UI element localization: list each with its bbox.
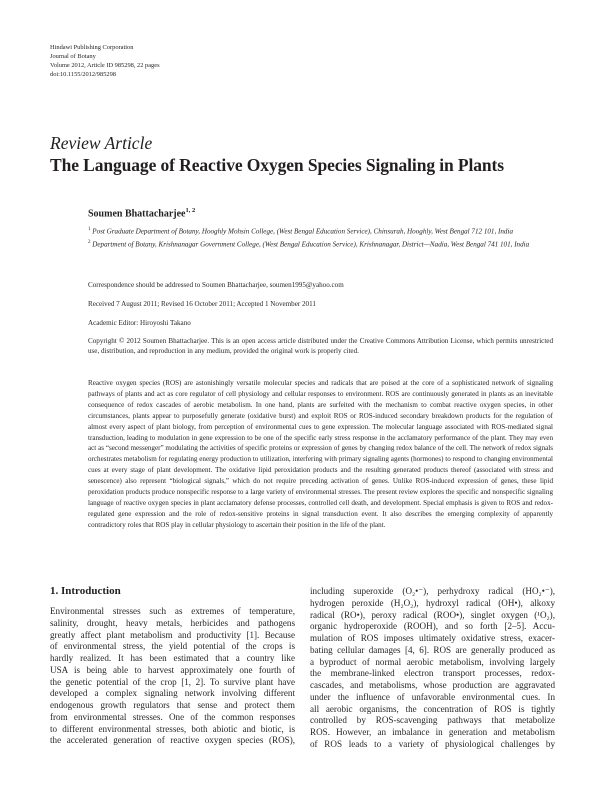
body-line: under the influence of unfavorable environmental cues. In (310, 691, 555, 702)
body-line: endogenous growth regulators that sense and protect them (50, 700, 295, 710)
body-column-left (50, 606, 295, 747)
article-title: The Language of Reactive Oxygen Species Signaling in Plants (50, 155, 504, 175)
body-line: hydrogen peroxide (H₂O₂), hydroxyl radical (OH•), alkoxy (310, 597, 555, 608)
body-line: greatly affect plant metabolism and productivity [1]. Because (50, 629, 295, 640)
body-line: the genetic potential of the crop [1, 2]. To survive plant have (50, 676, 295, 687)
body-line: salinity, drought, heavy metals, herbicides and pathogens (50, 617, 295, 628)
body-line: all aerobic organisms, the concentration of ROS is tightly (310, 703, 555, 714)
body-line: organic hydroperoxide (ROOH), and so forth [2–5]. Accu- (310, 621, 555, 632)
academic-editor: Academic Editor: Hiroyoshi Takano (88, 319, 191, 327)
affiliation-1: $^1$ Post Graduate Department of Botany, Hooghly Mohsin College, (West Bengal Education Service), Chinsurah, Hooghly, West Bengal 712 101, India (88, 227, 513, 236)
article-type: Review Article (50, 133, 153, 153)
body-line: of ROS leads to a variety of physiological challenges by (310, 738, 555, 749)
body-line: of environmental stress, the yield potential of the crops is (50, 641, 295, 652)
body-line: radical (RO•), peroxy radical (ROO•), singlet oxygen (¹O₂), (310, 609, 555, 620)
body-line: a byproduct of normal aerobic metabolism, involving largely (310, 656, 555, 667)
author-name: Soumen Bhattacharjee (88, 208, 186, 220)
copyright-notice: Copyright © 2012 Soumen Bhattacharjee. This is an open access article distributed under the Creative Commons Attribution License, which permits unrestricted use, distribution, and reproduction in any medium, provided the original work is properly cited. (88, 337, 553, 356)
affiliation-2: $^2$ Department of Botany, Krishnanagar Government College, (West Bengal Education Service), Krishnanagar, District—Nadia, West Bengal 741 101, India (88, 239, 530, 249)
doi-link[interactable]: doi:10.1155/2012/985298 (50, 71, 116, 78)
abstract: Reactive oxygen species (ROS) are astonishingly versatile molecular species and radicals that are poised at the core of a sophisticated network of signaling pathways of plants and act as core regulator of cell physiology and cellular responses to environment. ROS are continuously generated in plants as an inevitable consequence of redox cascades of aerobic metabolism. In one hand, plants are surfeited with the mechanism to combat reactive oxygen species, in other circumstances, plants appear to purposefully generate (oxidative burst) and exploit ROS or ROS-induced secondary breakdown products for the regulation of almost every aspect of plant biology, from perception of environmental cues to gene expression. The molecular language associated with ROS-mediated signal transduction, leading to modulation in gene expression to be one of the specific early stress response in the acclamatory performance of the plant. They may even act as “second messenger” modulating the activities of specific proteins or expression of genes by changing redox balance of the cell. The network of redox signals orchestrates metabolism for regulating energy production to utilization, interfering with primary signaling agents (hormones) to respond to changing environmental cues at every stage of plant development. The oxidative lipid peroxidation products and the resulting generated products thereof (associated with stress and senescence) also represent “biological signals,” which do not require preceding activation of genes. Unlike ROS-induced expression of genes, these lipid peroxidation products produce nonspecific response to a large variety of environmental stresses. The present review explores the specific and nonspecific signaling language of reactive oxygen species in plant acclamatory defense processes, controlled cell death, and development. Special emphasis is given to ROS and redox-regulated gene expression and the role of redox-sensitive proteins in signal transduction event. It also describes the emerging complexity of apparently contradictory roles that ROS play in cellular physiology to ascertain their position in the life of the plant. (88, 379, 553, 529)
body-line: developed a complex signaling network involving different (50, 688, 295, 699)
body-column-right (310, 586, 555, 751)
journal-name: Journal of Botany (50, 53, 96, 60)
body-line: to different environmental stresses, both abiotic and biotic, is (50, 723, 295, 734)
correspondence[interactable]: Correspondence should be addressed to Soumen Bhattacharjee, soumen1995@yahoo.com (88, 281, 344, 289)
body-line: controlled by ROS-scavenging pathways that metabolize (310, 715, 555, 726)
body-line: bating cellular damages [4, 6]. ROS are generally produced as (310, 644, 555, 655)
body-line: from environmental stresses. One of the common responses (50, 711, 295, 722)
body-line: ROS. However, an imbalance in generation and metabolism (310, 727, 555, 737)
body-line: the membrane-linked electron transport processes, redox- (310, 668, 555, 679)
author-line (88, 207, 195, 219)
body-line: hardly realized. It has been estimated that a country like (50, 653, 295, 663)
article-dates: Received 7 August 2011; Revised 16 October 2011; Accepted 1 November 2011 (88, 300, 316, 308)
body-line: USA is being able to harvest approximately one fourth of (50, 664, 295, 675)
body-line: mulation of ROS imposes ultimately oxidative stress, exacer- (310, 633, 555, 643)
body-line: including superoxide (O₂•⁻), perhydroxy radical (HO₂•⁻), (310, 586, 555, 596)
affiliations (88, 225, 558, 250)
publisher-name: Hindawi Publishing Corporation (50, 44, 134, 51)
body-line: the accelerated generation of reactive oxygen species (ROS), (50, 735, 295, 746)
section-heading: 1. Introduction (50, 585, 121, 597)
body-line: Environmental stresses such as extremes of temperature, (50, 606, 295, 616)
volume-info: Volume 2012, Article ID 985298, 22 pages (50, 62, 160, 69)
body-line: cascades, and metabolisms, whose production are aggravated (310, 680, 555, 690)
author-affiliation-marks: 1, 2 (185, 207, 196, 214)
journal-header (50, 43, 160, 79)
